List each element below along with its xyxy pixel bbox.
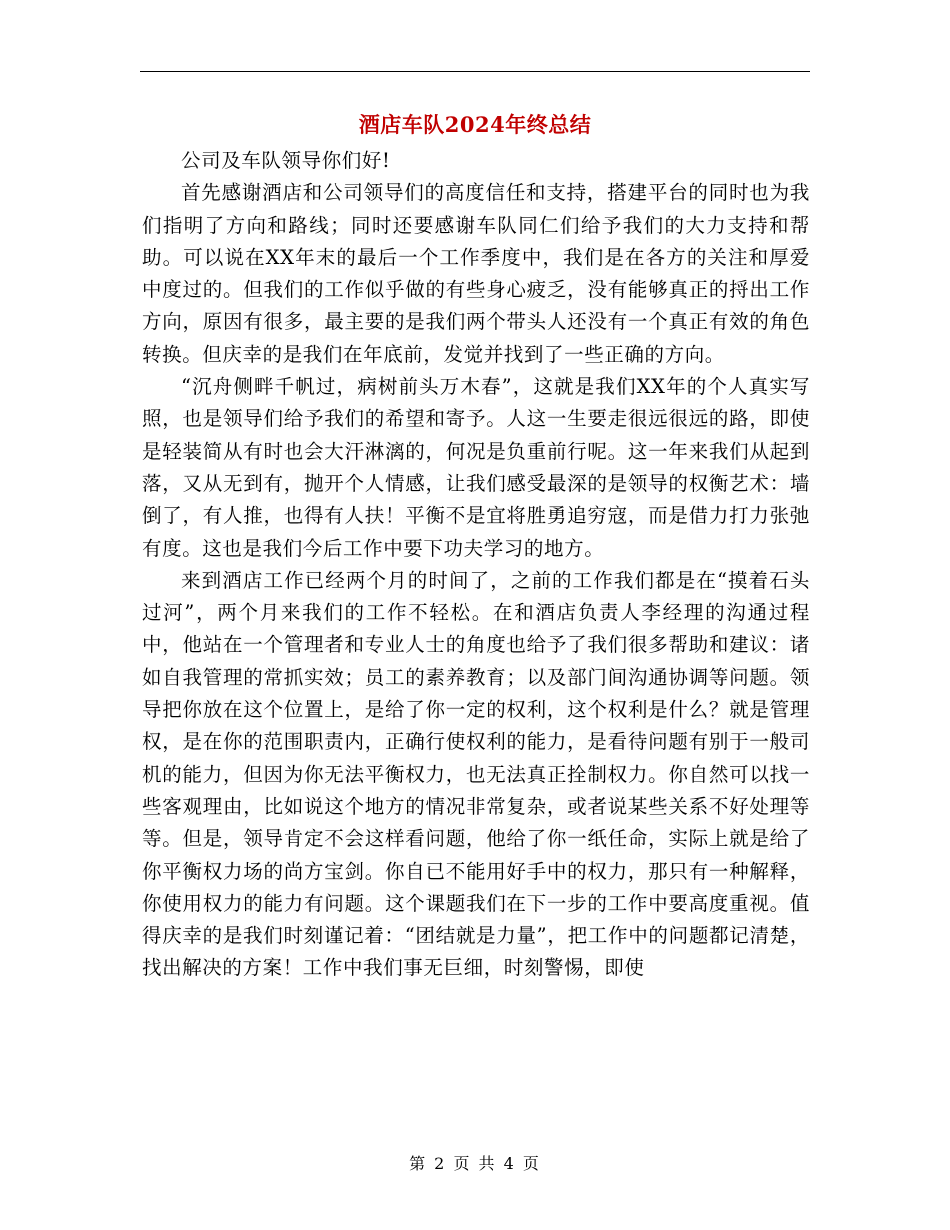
document-body	[142, 145, 810, 985]
paragraph-reflection: “沉舟侧畔千帆过，病树前头万木春”，这就是我们XX年的个人真实写照，也是领导们给予我们的希望和寄予。人这一生要走很远很远的路，即使是轻装简从有时也会大汗淋漓的，何况是负重前行呢。这一年来我们从起到落，又从无到有，抛开个人情感，让我们感受最深的是领导的权衡艺术：墙倒了，有人推，也得有人扶！平衡不是宜将胜勇追穷寇，而是借力打力张弛有度。这也是我们今后工作中要下功夫学习的地方。	[142, 375, 810, 560]
page-number: 第 2 页 共 4 页	[409, 1154, 541, 1173]
document-title: 酒店车队2024年终总结	[358, 112, 592, 137]
paragraph-work: 来到酒店工作已经两个月的时间了，之前的工作我们都是在“摸着石头过河”，两个月来我们的工作不轻松。在和酒店负责人李经理的沟通过程中，他站在一个管理者和专业人士的角度也给予了我们很多帮助和建议：诸如自我管理的常抓实效；员工的素养教育；以及部门间沟通协调等问题。领导把你放在这个位置上，是给了你一定的权利，这个权利是什么？就是管理权，是在你的范围职责内，正确行使权利的能力，是看待问题有别于一般司机的能力，但因为你无法平衡权力，也无法真正拴制权力。你自然可以找一些客观理由，比如说这个地方的情况非常复杂，或者说某些关系不好处理等等。但是，领导肯定不会这样看问题，他给了你一纸任命，实际上就是给了你平衡权力场的尚方宝剑。你自已不能用好手中的权力，那只有一种解释，你使用权力的能力有问题。这个课题我们在下一步的工作中要高度重视。值得庆幸的是我们时刻谨记着：“团结就是力量”，把工作中的问题都记清楚，找出解决的方案！工作中我们事无巨细，时刻警惕，即使	[142, 568, 810, 980]
header-rule	[140, 71, 810, 72]
paragraph-greeting: 公司及车队领导你们好!	[181, 149, 391, 172]
paragraph-thanks: 首先感谢酒店和公司领导们的高度信任和支持，搭建平台的同时也为我们指明了方向和路线；同时还要感谢车队同仁们给予我们的大力支持和帮助。可以说在XX年末的最后一个工作季度中，我们是在各方的关注和厚爱中度过的。但我们的工作似乎做的有些身心疲乏，没有能够真正的捋出工作方向，原因有很多，最主要的是我们两个带头人还没有一个真正有效的角色转换。但庆幸的是我们在年底前，发觉并找到了一些正确的方向。	[142, 181, 810, 366]
page-footer	[140, 1152, 810, 1176]
